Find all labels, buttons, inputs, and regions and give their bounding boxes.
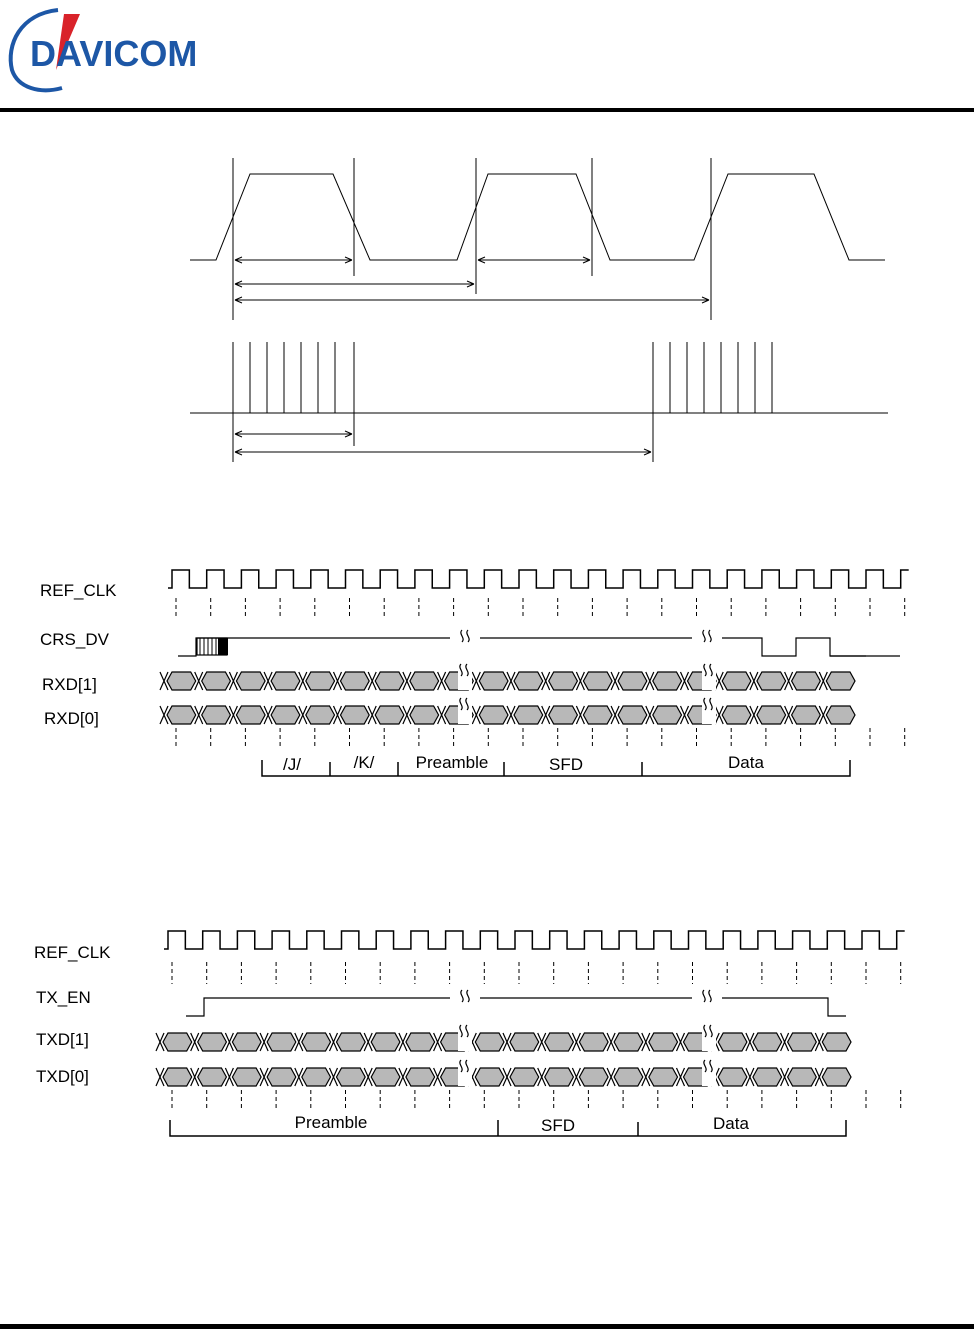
- bus-cell: [236, 706, 265, 724]
- bus-cell: [545, 1068, 574, 1086]
- bus-cell: [822, 1068, 851, 1086]
- bus-cell: [653, 672, 682, 690]
- segment-label-data: Data: [728, 753, 764, 772]
- bus-cell: [649, 1033, 678, 1051]
- bus-cell: [306, 672, 335, 690]
- clock-waveform-trace: [190, 174, 885, 260]
- signal-label-rxd0: RXD[0]: [44, 709, 99, 728]
- bus-cell: [341, 672, 370, 690]
- segment-label-preamble: Preamble: [415, 753, 489, 772]
- dimension-arrow: [478, 257, 590, 263]
- segment-label-j: /J/: [283, 755, 301, 774]
- bus-cell: [479, 672, 508, 690]
- bus-cell: [410, 706, 439, 724]
- dimension-arrow: [235, 281, 474, 287]
- bus-cell: [614, 1068, 643, 1086]
- bus-cell: [579, 1068, 608, 1086]
- davicom-logo: [11, 10, 198, 90]
- bus-cell: [167, 706, 196, 724]
- bus-cell: [475, 1033, 504, 1051]
- bus-cell: [337, 1068, 366, 1086]
- bus-cell: [163, 1033, 192, 1051]
- rmii-receive-timing-diagram: [40, 570, 909, 776]
- header-rule: [0, 108, 974, 112]
- bus-cell: [267, 1033, 296, 1051]
- bus-cell: [718, 1033, 747, 1051]
- crs-dv-waveform: [178, 630, 900, 656]
- bus-cell: [232, 1068, 261, 1086]
- segment-label-data: Data: [713, 1114, 749, 1133]
- bus-cell: [375, 672, 404, 690]
- bus-cell: [475, 1068, 504, 1086]
- segment-label-sfd: SFD: [541, 1116, 575, 1135]
- bus-cell: [198, 1068, 227, 1086]
- signal-label-ref-clk: REF_CLK: [40, 581, 117, 600]
- bus-cell: [722, 706, 751, 724]
- dimension-arrow: [235, 257, 352, 263]
- bus-cell: [718, 1068, 747, 1086]
- ref-clk-waveform: [168, 570, 909, 588]
- tx-en-waveform: [186, 990, 846, 1016]
- bus-cell: [788, 1033, 817, 1051]
- signal-label-rxd1: RXD[1]: [42, 675, 97, 694]
- segment-label-k: /K/: [353, 753, 375, 772]
- bus-cell: [826, 672, 855, 690]
- bus-cell: [236, 672, 265, 690]
- bus-cell: [341, 706, 370, 724]
- bus-cell: [479, 706, 508, 724]
- bus-cell: [618, 672, 647, 690]
- bus-cell: [653, 706, 682, 724]
- rxd1-bus-waveform: [160, 664, 855, 690]
- clock-trace: [168, 570, 909, 588]
- bus-cell: [618, 706, 647, 724]
- bus-cell: [722, 672, 751, 690]
- bus-cell: [649, 1068, 678, 1086]
- dimension-arrow: [235, 297, 709, 303]
- bus-cell: [375, 706, 404, 724]
- bus-cell: [267, 1068, 296, 1086]
- signal-label-txd0: TXD[0]: [36, 1067, 89, 1086]
- bus-cell: [302, 1068, 331, 1086]
- bus-cell: [753, 1033, 782, 1051]
- bus-cell: [579, 1033, 608, 1051]
- bus-cell: [271, 706, 300, 724]
- bus-cell: [788, 1068, 817, 1086]
- bus-cell: [549, 672, 578, 690]
- bus-cell: [757, 672, 786, 690]
- signal-label-tx-en: TX_EN: [36, 988, 91, 1007]
- bus-cell: [510, 1033, 539, 1051]
- bus-cell: [583, 672, 612, 690]
- bus-cell: [822, 1033, 851, 1051]
- logo-text: DAVICOM: [30, 33, 198, 74]
- bus-cell: [792, 706, 821, 724]
- signal-label-txd1: TXD[1]: [36, 1030, 89, 1049]
- segment-label-preamble: Preamble: [294, 1113, 368, 1132]
- bus-cell: [271, 672, 300, 690]
- bus-cell: [406, 1068, 435, 1086]
- rxd0-bus-waveform: [160, 698, 855, 724]
- signal-label-crs-dv: CRS_DV: [40, 630, 109, 649]
- bus-cell: [614, 1033, 643, 1051]
- rmii-transmit-timing-diagram: [34, 931, 905, 1136]
- bus-cell: [306, 706, 335, 724]
- segment-label-sfd: SFD: [549, 755, 583, 774]
- bus-cell: [371, 1033, 400, 1051]
- bus-cell: [753, 1068, 782, 1086]
- bus-cell: [514, 706, 543, 724]
- bus-cell: [337, 1033, 366, 1051]
- bus-cell: [510, 1068, 539, 1086]
- bus-cell: [406, 1033, 435, 1051]
- bus-cell: [792, 672, 821, 690]
- signal-label-ref-clk: REF_CLK: [34, 943, 111, 962]
- clock-timing-waveform: [190, 158, 885, 320]
- bus-cell: [410, 672, 439, 690]
- pulse-burst-waveform: [190, 342, 888, 462]
- txd1-bus-waveform: [156, 1025, 851, 1051]
- bus-cell: [545, 1033, 574, 1051]
- bus-cell: [232, 1033, 261, 1051]
- bus-cell: [549, 706, 578, 724]
- bus-cell: [167, 672, 196, 690]
- dimension-arrow: [235, 431, 352, 437]
- bus-cell: [163, 1068, 192, 1086]
- bus-cell: [826, 706, 855, 724]
- bus-cell: [198, 1033, 227, 1051]
- bus-cell: [202, 706, 231, 724]
- bus-cell: [302, 1033, 331, 1051]
- ref-clk-waveform: [164, 931, 905, 949]
- txd0-bus-waveform: [156, 1060, 851, 1086]
- bus-cell: [202, 672, 231, 690]
- dimension-arrow: [235, 449, 651, 455]
- footer-rule: [0, 1324, 974, 1329]
- bus-cell: [757, 706, 786, 724]
- bus-cell: [583, 706, 612, 724]
- bus-cell: [514, 672, 543, 690]
- bus-cell: [371, 1068, 400, 1086]
- clock-trace: [164, 931, 905, 949]
